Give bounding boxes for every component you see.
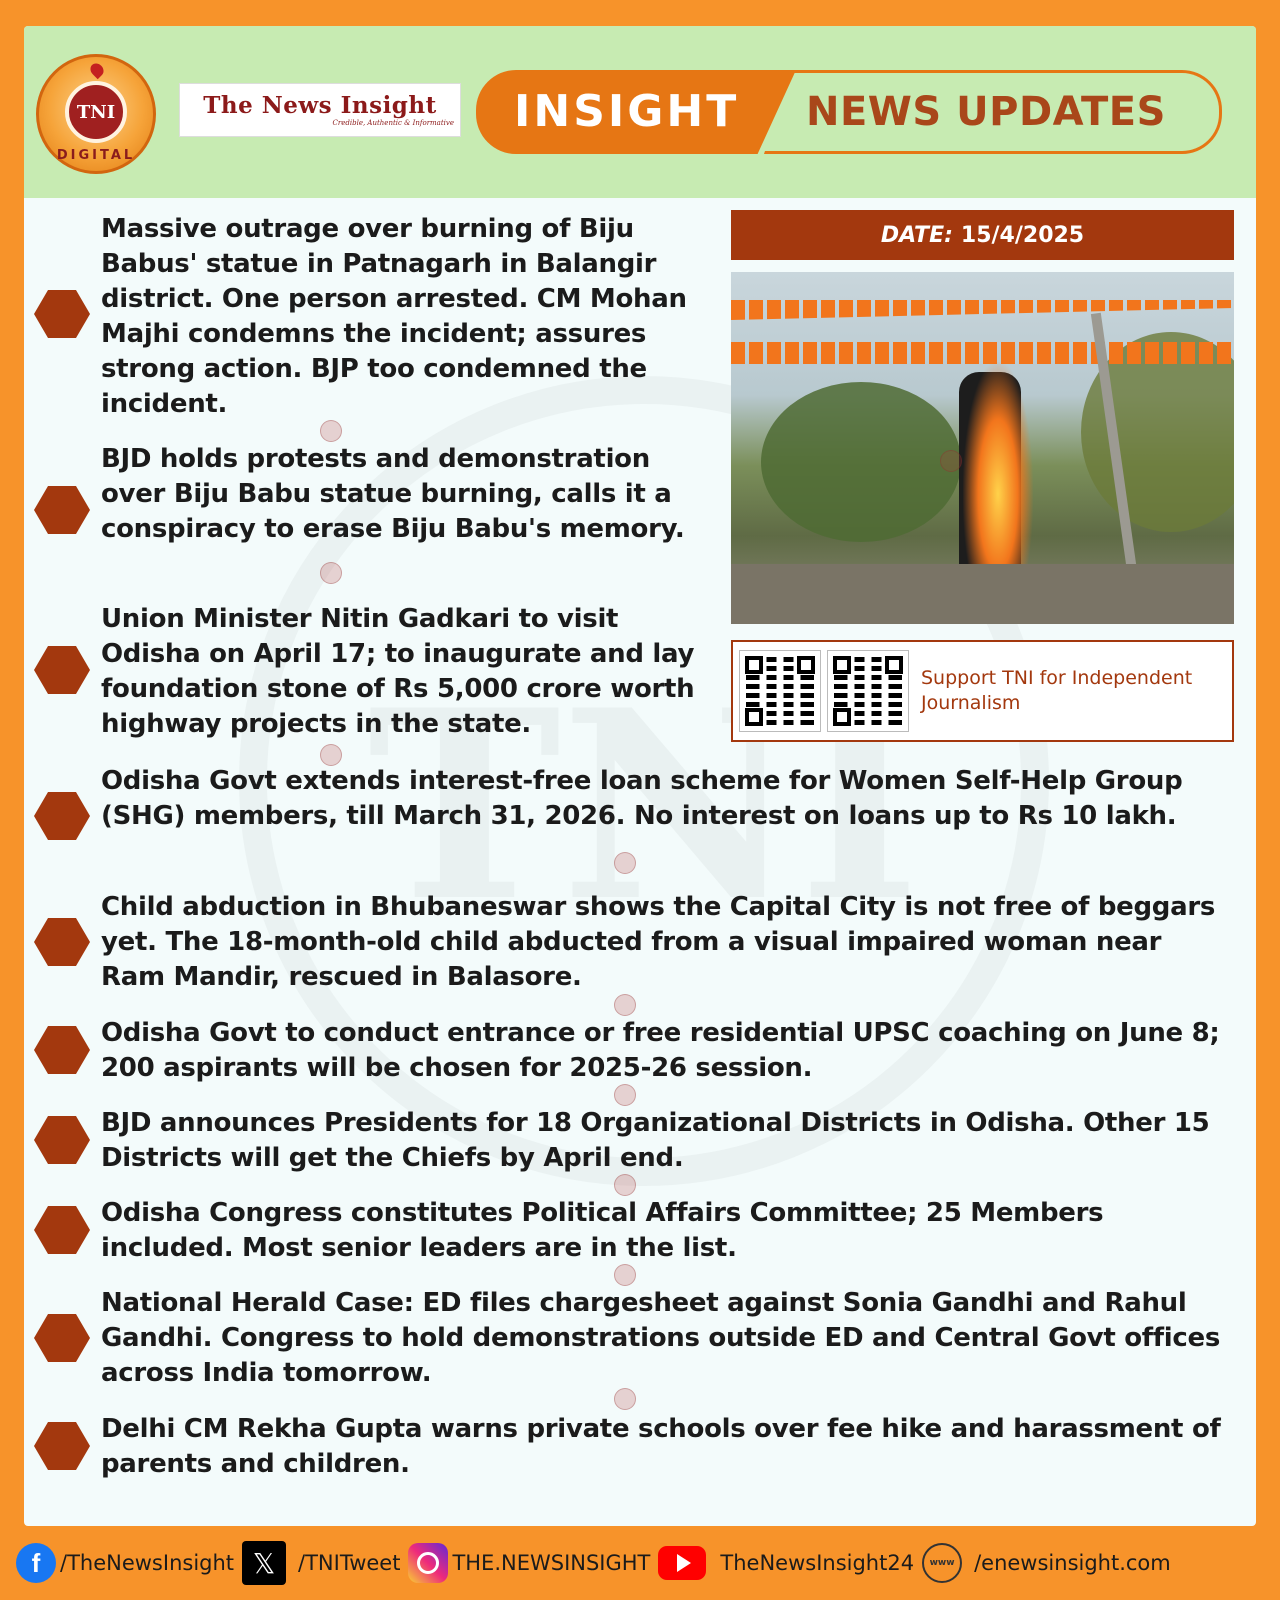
youtube-handle[interactable]: TheNewsInsight24 (720, 1551, 915, 1575)
watermark-dot (614, 852, 636, 874)
watermark-dot (614, 1084, 636, 1106)
item-text: BJD announces Presidents for 18 Organizational Districts in Odisha. Other 15 Districts will get the Chiefs by April end. (101, 1108, 1210, 1173)
bullet-icon (34, 1026, 90, 1074)
item-text: Union Minister Nitin Gadkari to visit Odisha on April 17; to inaugurate and lay foundation stone of Rs 5,000 crore worth highway projects in the state. (101, 604, 695, 739)
masthead-tagline: Credible, Authentic & Informative (332, 119, 454, 127)
bullet-icon (34, 646, 90, 694)
date-label: DATE: (880, 222, 953, 248)
watermark-dot (320, 744, 342, 766)
youtube-icon[interactable] (658, 1546, 706, 1580)
play-icon (677, 1554, 691, 1572)
watermark-dot (614, 1174, 636, 1196)
globe-icon[interactable]: www (922, 1543, 962, 1583)
date-value: 15/4/2025 (960, 222, 1085, 248)
x-icon[interactable]: 𝕏 (242, 1541, 286, 1585)
item-text: Odisha Congress constitutes Political Affairs Committee; 25 Members included. Most senior leaders are in the list. (101, 1198, 1104, 1263)
news-list (24, 26, 1256, 1526)
item-text: Massive outrage over burning of Biju Babus' statue in Patnagarh in Balangir district. One person arrested. CM Mohan Majhi condemns the incident; assures strong action. BJP too condemned the incident. (101, 214, 687, 419)
watermark-dot (614, 1264, 636, 1286)
banner-insight: INSIGHT (514, 86, 740, 137)
watermark-dot (320, 562, 342, 584)
watermark-dot (614, 1388, 636, 1410)
item-text: Child abduction in Bhubaneswar shows the Capital City is not free of beggars yet. The 18-month-old child abducted from a visual impaired woman near Ram Mandir, rescued in Balasore. (101, 892, 1216, 992)
item-text: Odisha Govt extends interest-free loan scheme for Women Self-Help Group (SHG) members, till March 31, 2026. No interest on loans up to Rs 10 lakh. (101, 766, 1183, 831)
item-text: Odisha Govt to conduct entrance or free residential UPSC coaching on June 8; 200 aspirants will be chosen for 2025-26 session. (101, 1018, 1220, 1083)
bullet-icon (34, 1116, 90, 1164)
bullet-icon (34, 918, 90, 966)
facebook-icon[interactable]: f (16, 1543, 56, 1583)
watermark-dot (940, 450, 962, 472)
bullet-icon (34, 290, 90, 338)
logo-text: TNI (65, 81, 127, 143)
page-frame (24, 26, 1256, 1526)
support-text: Support TNI for Independent Journalism (921, 667, 1193, 714)
bullet-icon (34, 1206, 90, 1254)
bullet-icon (34, 792, 90, 840)
item-text: Delhi CM Rekha Gupta warns private schools over fee hike and harassment of parents and children. (101, 1414, 1221, 1479)
website-link[interactable]: /enewsinsight.com (974, 1551, 1171, 1575)
bullet-icon (34, 1314, 90, 1362)
item-text: National Herald Case: ED files chargesheet against Sonia Gandhi and Rahul Gandhi. Congress to hold demonstrations outside ED and Central Govt offices across India tomorrow. (101, 1288, 1221, 1388)
bullet-icon (34, 1422, 90, 1470)
instagram-icon[interactable] (408, 1543, 448, 1583)
bullet-icon (34, 486, 90, 534)
masthead-name: The News Insight (203, 92, 437, 119)
item-text: BJD holds protests and demonstration over Biju Babu statue burning, calls it a conspiracy to erase Biju Babu's memory. (101, 444, 685, 544)
watermark-dot (614, 994, 636, 1016)
footer-social-bar (0, 1526, 1280, 1600)
banner-news-updates: NEWS UPDATES (806, 89, 1166, 135)
camera-icon (417, 1552, 439, 1574)
facebook-handle[interactable]: /TheNewsInsight (60, 1551, 235, 1575)
instagram-handle[interactable]: THE.NEWSINSIGHT (452, 1551, 651, 1575)
x-handle[interactable]: /TNITweet (298, 1551, 401, 1575)
logo-ring-text: DIGITAL (56, 148, 136, 163)
watermark-dot (320, 420, 342, 442)
